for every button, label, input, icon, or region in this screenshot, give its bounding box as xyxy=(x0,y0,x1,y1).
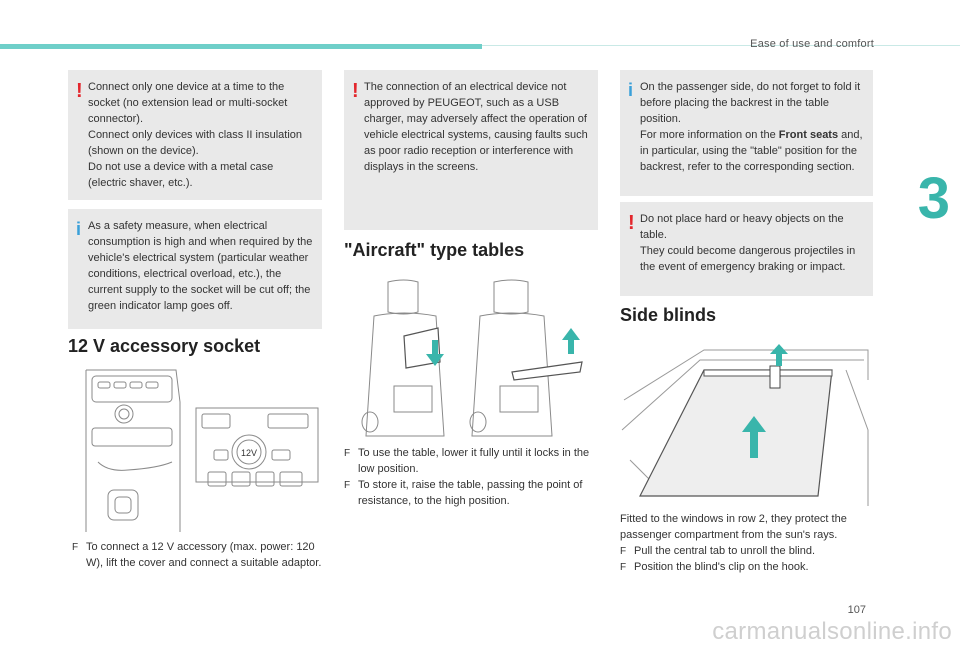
warning-box-socket xyxy=(68,70,322,200)
warning-line: Connect only devices with class II insulation (shown on the device). xyxy=(88,128,302,157)
console-illustration xyxy=(68,362,322,532)
warning-icon: ! xyxy=(76,80,83,102)
info-icon: i xyxy=(628,80,634,100)
watermark: carmanualsonline.info xyxy=(712,618,952,645)
warning-icon: ! xyxy=(628,212,635,234)
front-seats-reference: Front seats xyxy=(778,128,839,141)
info-box-passenger-side xyxy=(620,70,873,196)
header-rule xyxy=(482,45,960,46)
bullet-icon: F xyxy=(344,479,351,491)
page-number: 107 xyxy=(847,604,866,616)
section-title-side-blinds: Side blinds xyxy=(620,305,717,325)
warning-icon: ! xyxy=(352,80,359,102)
list-item: F To connect a 12 V accessory (max. power: 120 W), lift the cover and connect a suitable adaptor. xyxy=(72,541,322,569)
description: Fitted to the windows in row 2, they protect the passenger compartment from the sun's rays. xyxy=(620,513,847,541)
list-item: F To use the table, lower it fully until it locks in the low position. xyxy=(344,447,590,475)
chapter-title: Ease of use and comfort xyxy=(750,38,874,50)
info-box-power-cut xyxy=(68,209,322,329)
info-text: As a safety measure, when electrical consumption is high and when required by the vehicle's electrical system (particular weather conditions, electrical overload, etc.), the current supply to the socket will be cut off; the green indicator lamp goes off. xyxy=(88,220,313,312)
figure-aircraft-tables xyxy=(344,276,598,442)
side-blinds-text xyxy=(620,512,876,576)
window-blind-illustration xyxy=(620,340,873,506)
figure-12v-socket xyxy=(68,362,322,532)
seatback-illustration xyxy=(344,276,598,442)
header-accent-bar xyxy=(0,44,482,49)
bullet-list-socket xyxy=(72,540,324,572)
warning-line: Connect only one device at a time to the socket (no extension lead or multi-socket connector). xyxy=(88,81,288,125)
warning-line: They could become dangerous projectiles in the event of emergency braking or impact. xyxy=(640,244,856,273)
warning-box-heavy-objects xyxy=(620,202,873,296)
bullet-icon: F xyxy=(620,545,627,557)
section-title-aircraft-tables: "Aircraft" type tables xyxy=(344,240,525,260)
bullet-icon: F xyxy=(72,542,79,553)
warning-line: Do not use a device with a metal case (electric shaver, etc.). xyxy=(88,160,274,189)
chapter-number: 3 xyxy=(917,166,950,231)
info-line: For more information on the Front seats and, in particular, using the "table" position for the backrest, refer to the corresponding section. xyxy=(640,128,863,173)
section-title-12v-socket: 12 V accessory socket xyxy=(68,336,261,356)
bullet-icon: F xyxy=(344,448,351,459)
warning-text: The connection of an electrical device not approved by PEUGEOT, such as a USB charger, may adversely affect the operation of vehicle electrical systems, causing faults such as poor radio reception or interference with displays in the screens. xyxy=(364,81,588,173)
warning-box-electrical xyxy=(344,70,598,230)
bullet-list-tables xyxy=(344,446,598,510)
info-icon: i xyxy=(76,219,82,239)
list-item: F Position the blind's clip on the hook. xyxy=(620,560,876,576)
info-line: On the passenger side, do not forget to fold it before placing the backrest in the table position. xyxy=(640,81,861,125)
warning-line: Do not place hard or heavy objects on the table. xyxy=(640,213,844,241)
list-item: F Pull the central tab to unroll the blind. xyxy=(620,544,876,560)
socket-label: 12V xyxy=(240,448,258,458)
list-item: F To store it, raise the table, passing the point of resistance, to the high position. xyxy=(344,478,583,507)
bullet-icon: F xyxy=(620,561,627,573)
figure-side-blinds xyxy=(620,340,873,506)
